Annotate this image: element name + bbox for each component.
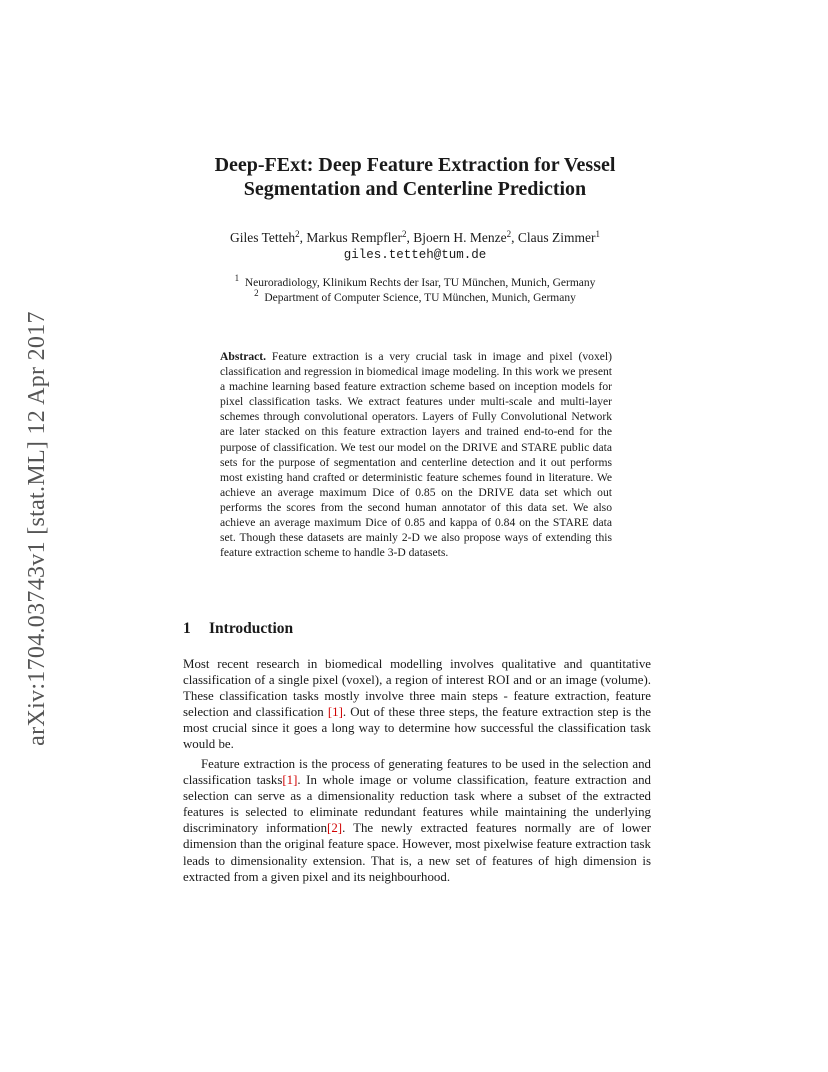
paragraph-text: . In whole image or volume classification, feature extraction and selection can serve as a dimensionality reduction task where a subset of the extracted features is selected to eliminate redundant features while maintaining the underlying discriminatory information	[183, 773, 651, 836]
citation-link[interactable]: [2]	[327, 821, 343, 836]
section-heading	[183, 619, 653, 639]
affiliation-text: Department of Computer Science, TU München, Munich, Germany	[264, 292, 576, 304]
author-email: giles.tetteh@tum.de	[343, 248, 487, 262]
citation-link[interactable]: [1]	[327, 705, 343, 720]
paragraph-text: Feature extraction is the process of generating features to be used in the selection and classification tasks	[183, 757, 651, 788]
paragraph-text: . Out of these three steps, the feature extraction step is the most crucial since it goes a long way to determine how successful the classification task would be.	[183, 705, 651, 752]
section-number: 1	[183, 620, 191, 637]
citation-link[interactable]: [1]	[282, 773, 298, 788]
intro-paragraph-2	[183, 756, 651, 885]
author-affiliation-mark: 1	[595, 229, 600, 239]
author-name: Giles Tetteh	[229, 230, 296, 245]
abstract	[220, 349, 612, 560]
arxiv-identifier-stamp	[18, 282, 56, 774]
author-name: Markus Rempfler	[306, 230, 403, 245]
paragraph-text: . The newly extracted features normally are of lower dimension than the original feature space. However, most pixelwise feature extraction task leads to dimensionality extension. That is, a new set of features of high dimension is extracted from a given pixel and its neighbourhood.	[183, 821, 652, 884]
author-affiliation-mark: 2	[506, 229, 512, 239]
arxiv-identifier-text: arXiv:1704.03743v1 [stat.ML] 12 Apr 2017	[23, 310, 50, 746]
intro-paragraph-1	[183, 656, 651, 753]
author-affiliation-mark: 2	[402, 229, 407, 239]
title-line-2: Segmentation and Centerline Prediction	[243, 178, 587, 200]
affiliation-2	[150, 288, 680, 306]
author-name: Bjoern H. Menze	[413, 230, 507, 245]
paragraph-text: Most recent research in biomedical modelling involves qualitative and quantitative classification of a single pixel (voxel), a region of interest ROI and or an image (volume). These classification tasks mostly involve three main steps - feature extraction, feature selection and classification	[183, 657, 651, 720]
affiliation-1	[150, 273, 680, 291]
affiliation-mark: 1	[234, 273, 240, 283]
title-line-1: Deep-FExt: Deep Feature Extraction for Vessel	[214, 154, 616, 176]
abstract-text: Feature extraction is a very crucial task in image and pixel (voxel) classification and regression in biomedical image modeling. In this work we present a machine learning based feature extraction scheme based on inception models for pixel classification tasks. We extract features under multi-scale and multi-layer schemes through convolutional operators. Layers of Fully Convolutional Network are later stacked on this feature extraction layers and trained end-to-end for the purpose of classification. We test our model on the DRIVE and STARE public data sets for the purpose of segmentation and centerline detection and it out performs most existing hand crafted or deterministic feature schemes found in literature. We achieve an average maximum Dice of 0.85 on the DRIVE data set which out performs the scores from the second human annotator of this data set. We also achieve an average maximum Dice of 0.85 and kappa of 0.84 on the STARE data set. Though these datasets are mainly 2-D we also propose ways of extending this feature extraction scheme to handle 3-D datasets.	[220, 350, 612, 560]
author-list: Giles Tetteh$^2$, Markus Rempfler$^2$, Bjoern H. Menze$^2$, Claus Zimmer$^1$	[229, 229, 600, 245]
author-name: Claus Zimmer	[517, 230, 596, 245]
paper-title	[150, 153, 680, 201]
abstract-label: Abstract.	[220, 350, 267, 363]
affiliation-mark: 2	[254, 288, 259, 298]
section-title: Introduction	[209, 620, 294, 637]
author-affiliation-mark: 2	[295, 229, 300, 239]
affiliation-text: Neuroradiology, Klinikum Rechts der Isar, TU München, Munich, Germany	[244, 277, 596, 289]
